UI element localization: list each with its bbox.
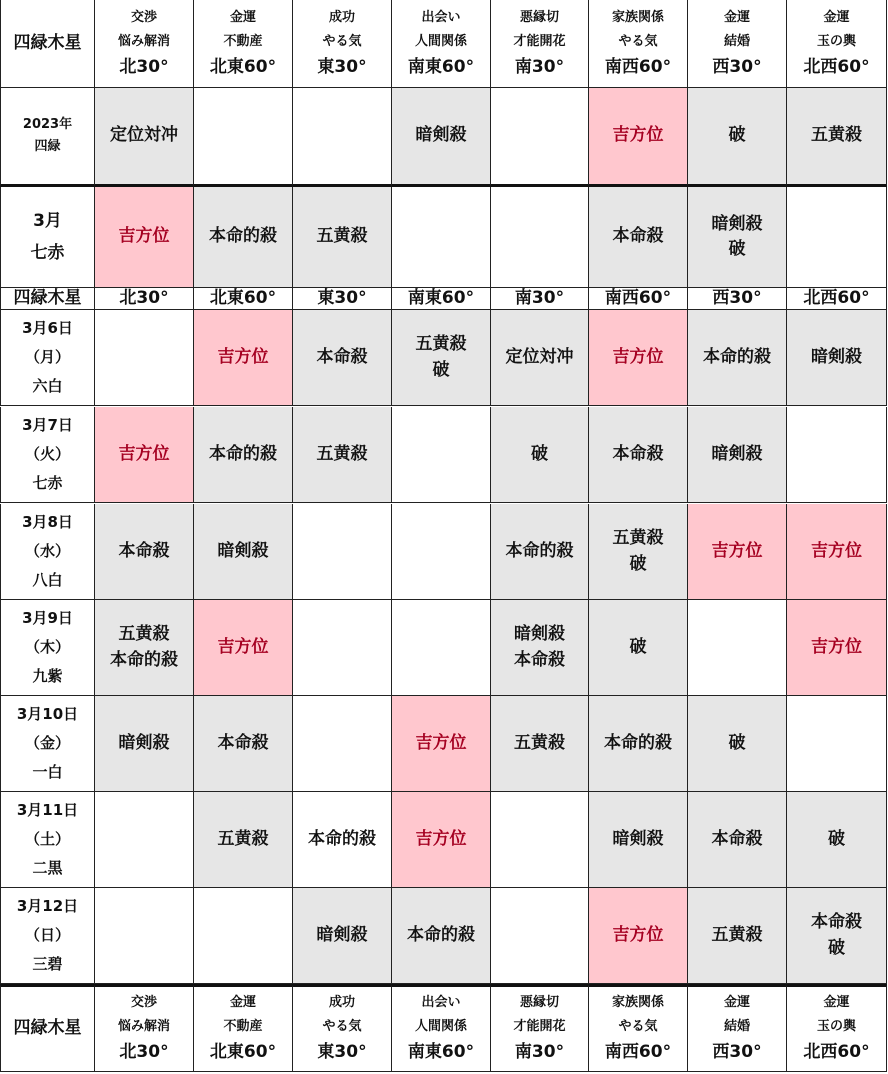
- header-bottom-col-6: [688, 984, 787, 1072]
- day-row-5-cell-7: [787, 792, 887, 888]
- direction-mark: 五黄殺: [612, 528, 664, 548]
- column-direction: 西30°: [712, 288, 762, 308]
- header-top-col-7: [787, 0, 887, 88]
- day-row-0-cell-6: [688, 310, 787, 406]
- column-direction: 南西60°: [604, 1042, 672, 1063]
- day-row-2-cell-2: [293, 504, 392, 600]
- column-direction: 南30°: [514, 288, 565, 308]
- month-row-cell-7: [787, 187, 887, 288]
- direction-mark: 本命的殺: [110, 649, 178, 670]
- direction-mark: 本命的殺: [209, 226, 277, 247]
- direction-mark: 本命的殺: [703, 346, 771, 367]
- day-row-3-cell-5: [589, 600, 688, 696]
- direction-mark: 本命殺: [811, 912, 862, 932]
- day-row-0-cell-7: [787, 310, 887, 406]
- direction-mark: 五黄殺: [316, 443, 368, 464]
- direction-mark: 破: [828, 828, 845, 849]
- day-row-3-label-line: （木）: [24, 637, 70, 656]
- day-row-1-cell-2: [293, 407, 392, 503]
- day-row-0-cell-2: [293, 310, 392, 406]
- day-row-4-label-line: 一白: [32, 763, 63, 782]
- column-purpose-line2: 悩み解消: [117, 33, 170, 49]
- column-purpose-line2: 結婚: [723, 33, 750, 49]
- day-row-3-cell-4: [491, 600, 589, 696]
- direction-mark: 暗剣殺: [217, 540, 269, 561]
- day-row-6-cell-0: [95, 888, 194, 984]
- month-row-cell-5: [589, 187, 688, 288]
- day-row-6-label-line: 3月12日: [16, 896, 79, 915]
- column-direction: 東30°: [317, 56, 367, 77]
- direction-mark: 吉方位: [811, 636, 862, 657]
- column-direction: 東30°: [317, 1042, 367, 1063]
- direction-mark: 五黄殺: [811, 125, 862, 146]
- direction-mark: 暗剣殺: [514, 624, 565, 644]
- column-direction: 北東60°: [209, 288, 277, 308]
- year-row-label: [0, 88, 95, 187]
- day-row-4-cell-6: [688, 696, 787, 792]
- column-direction: 北30°: [119, 288, 169, 308]
- day-row-6-label-line: （日）: [24, 925, 70, 944]
- column-direction: 南東60°: [407, 1042, 475, 1063]
- direction-mark: 五黄殺: [118, 624, 170, 644]
- day-row-1-cell-7: [787, 407, 887, 503]
- day-row-6-cell-2: [293, 888, 392, 984]
- header-bottom-col-7: [787, 984, 887, 1072]
- column-direction: 南東60°: [407, 56, 475, 77]
- day-row-0-cell-1: [194, 310, 293, 406]
- direction-mark: 本命殺: [118, 540, 170, 561]
- direction-mark: 定位対冲: [505, 346, 574, 367]
- column-purpose-line2: 玉の輿: [816, 33, 856, 49]
- year-row-cell-6: [688, 88, 787, 187]
- day-row-1-cell-6: [688, 407, 787, 503]
- column-direction: 北30°: [119, 56, 169, 77]
- month-row-cell-6: [688, 187, 787, 288]
- column-purpose-line2: やる気: [618, 1019, 658, 1035]
- day-row-1-cell-3: [392, 407, 491, 503]
- day-row-5-cell-0: [95, 792, 194, 888]
- day-row-2-cell-7: [787, 504, 887, 600]
- dirline-col-7: [787, 288, 887, 310]
- column-purpose-line2: やる気: [322, 1019, 362, 1035]
- column-purpose-line2: 玉の輿: [816, 1019, 856, 1035]
- day-row-1-cell-1: [194, 407, 293, 503]
- day-row-3-cell-0: [95, 600, 194, 696]
- column-direction: 北西60°: [803, 56, 870, 77]
- direction-mark: 本命殺: [612, 226, 664, 247]
- header-star-label: [0, 0, 95, 88]
- year-row-cell-2: [293, 88, 392, 187]
- column-purpose-line1: 金運: [229, 9, 256, 25]
- column-direction: 東30°: [317, 288, 367, 308]
- direction-mark: 本命的殺: [505, 540, 574, 561]
- direction-mark: 暗剣殺: [811, 346, 862, 367]
- day-row-3-cell-6: [688, 600, 787, 696]
- direction-mark: 暗剣殺: [612, 828, 664, 849]
- column-purpose-line2: 才能開花: [513, 1019, 566, 1035]
- column-direction: 西30°: [712, 56, 762, 77]
- year-row-cell-5: [589, 88, 688, 187]
- column-purpose-line1: 成功: [328, 995, 355, 1011]
- column-direction: 南東60°: [407, 288, 475, 308]
- day-row-6-label: [0, 888, 95, 984]
- day-row-3-cell-3: [392, 600, 491, 696]
- direction-mark: 吉方位: [612, 125, 664, 146]
- column-purpose-line2: 不動産: [223, 1019, 263, 1035]
- direction-mark: 破: [728, 125, 746, 146]
- column-purpose-line1: 金運: [723, 9, 750, 25]
- column-purpose-line1: 出会い: [421, 9, 461, 25]
- year-row-cell-0: [95, 88, 194, 187]
- day-row-3-cell-2: [293, 600, 392, 696]
- column-purpose-line1: 悪縁切: [519, 995, 559, 1011]
- day-row-5-cell-1: [194, 792, 293, 888]
- day-row-0-label: [0, 310, 95, 406]
- day-row-4-label-line: 3月10日: [16, 704, 79, 723]
- day-row-2-label-line: 3月8日: [22, 512, 73, 531]
- direction-mark: 本命的殺: [604, 732, 672, 753]
- star-label-text: 四緑木星: [13, 32, 82, 53]
- day-row-0-label-line: （月）: [24, 347, 70, 366]
- day-row-4-cell-1: [194, 696, 293, 792]
- column-direction: 南30°: [514, 1042, 565, 1063]
- column-purpose-line1: 悪縁切: [519, 9, 559, 25]
- dirline-col-5: [589, 288, 688, 310]
- direction-mark: 破: [432, 359, 450, 380]
- day-row-6-label-line: 三碧: [32, 955, 63, 974]
- day-row-4-cell-4: [491, 696, 589, 792]
- day-row-2-label-line: 八白: [32, 571, 63, 590]
- direction-mark: 破: [629, 636, 647, 657]
- column-purpose-line2: 悩み解消: [117, 1019, 170, 1035]
- header-bottom-col-5: [589, 984, 688, 1072]
- day-row-0-label-line: 六白: [32, 377, 63, 396]
- star-label-text: 四緑木星: [13, 288, 82, 308]
- column-purpose-line1: 金運: [823, 995, 850, 1011]
- day-row-3-label: [0, 600, 95, 696]
- month-row-cell-3: [392, 187, 491, 288]
- day-row-5-label-line: 二黒: [32, 859, 63, 878]
- column-purpose-line1: 金運: [823, 9, 850, 25]
- dirline-col-2: [293, 288, 392, 310]
- day-row-0-label-line: 3月6日: [22, 318, 73, 337]
- day-row-5-label: [0, 792, 95, 888]
- day-row-3-cell-1: [194, 600, 293, 696]
- day-row-2-cell-5: [589, 504, 688, 600]
- column-purpose-line2: やる気: [618, 33, 658, 49]
- direction-mark: 破: [531, 443, 548, 464]
- column-purpose-line2: 才能開花: [513, 33, 566, 49]
- day-row-3-label-line: 3月9日: [22, 608, 73, 627]
- month-row-cell-1: [194, 187, 293, 288]
- day-row-2-label-line: （水）: [24, 541, 70, 560]
- day-row-4-cell-3: [392, 696, 491, 792]
- month-row-label-line: 七赤: [30, 243, 65, 263]
- dirline-col-6: [688, 288, 787, 310]
- direction-mark: 吉方位: [415, 732, 467, 753]
- day-row-5-label-line: 3月11日: [16, 800, 79, 819]
- day-row-6-cell-5: [589, 888, 688, 984]
- month-row-cell-2: [293, 187, 392, 288]
- day-row-5-label-line: （土）: [24, 829, 70, 848]
- direction-mark: 暗剣殺: [711, 213, 763, 234]
- column-direction: 南西60°: [604, 56, 672, 77]
- day-row-0-cell-3: [392, 310, 491, 406]
- day-row-4-label-line: （金）: [24, 733, 70, 752]
- year-row-cell-3: [392, 88, 491, 187]
- column-direction: 北東60°: [209, 56, 277, 77]
- direction-mark: 五黄殺: [217, 828, 269, 849]
- column-purpose-line2: 結婚: [723, 1019, 750, 1035]
- year-row-label-line: 2023年: [22, 116, 73, 132]
- column-purpose-line2: やる気: [322, 33, 362, 49]
- day-row-4-cell-7: [787, 696, 887, 792]
- column-direction: 北30°: [119, 1042, 169, 1063]
- column-direction: 北西60°: [803, 1042, 870, 1063]
- direction-mark: 本命殺: [612, 443, 664, 464]
- month-row-label: [0, 187, 95, 288]
- direction-mark: 破: [828, 937, 845, 958]
- header-bottom-col-2: [293, 984, 392, 1072]
- month-row-cell-4: [491, 187, 589, 288]
- header-bottom-col-1: [194, 984, 293, 1072]
- day-row-2-cell-4: [491, 504, 589, 600]
- column-purpose-line1: 成功: [328, 9, 355, 25]
- day-row-6-cell-7: [787, 888, 887, 984]
- star-label-text: 四緑木星: [13, 1018, 82, 1039]
- header-top-col-4: [491, 0, 589, 88]
- day-row-2-cell-1: [194, 504, 293, 600]
- direction-mark: 吉方位: [711, 540, 763, 561]
- day-row-3-label-line: 九紫: [32, 667, 63, 686]
- day-row-5-cell-3: [392, 792, 491, 888]
- day-row-5-cell-6: [688, 792, 787, 888]
- direction-mark: 吉方位: [811, 540, 862, 561]
- header-top-col-2: [293, 0, 392, 88]
- column-purpose-line2: 不動産: [223, 33, 263, 49]
- column-purpose-line1: 出会い: [421, 995, 461, 1011]
- direction-mark: 暗剣殺: [415, 125, 467, 146]
- column-purpose-line1: 家族関係: [611, 995, 664, 1011]
- column-direction: 南西60°: [604, 288, 672, 308]
- day-row-1-label-line: 七赤: [32, 474, 63, 493]
- direction-mark: 本命的殺: [209, 443, 277, 464]
- day-row-5-cell-2: [293, 792, 392, 888]
- direction-mark: 五黄殺: [514, 732, 565, 753]
- day-row-5-cell-5: [589, 792, 688, 888]
- day-row-4-label: [0, 696, 95, 792]
- direction-mark: 本命殺: [217, 732, 269, 753]
- direction-mark: 吉方位: [217, 636, 269, 657]
- year-row-cell-4: [491, 88, 589, 187]
- direction-mark: 五黄殺: [711, 924, 763, 945]
- direction-mark: 暗剣殺: [316, 924, 368, 945]
- year-row-cell-7: [787, 88, 887, 187]
- direction-mark: 定位対冲: [110, 125, 178, 146]
- day-row-0-cell-0: [95, 310, 194, 406]
- day-row-1-label-line: 3月7日: [22, 415, 73, 434]
- column-purpose-line2: 人間関係: [414, 33, 467, 49]
- day-row-1-label: [0, 407, 95, 503]
- dirline-col-4: [491, 288, 589, 310]
- direction-mark: 破: [629, 553, 647, 574]
- direction-mark: 吉方位: [118, 443, 170, 464]
- direction-mark: 暗剣殺: [118, 732, 170, 753]
- dirline-star-label: [0, 288, 95, 310]
- direction-mark: 本命殺: [711, 828, 763, 849]
- header-bottom-col-3: [392, 984, 491, 1072]
- column-purpose-line1: 交渉: [130, 9, 157, 25]
- day-row-6-cell-6: [688, 888, 787, 984]
- day-row-6-cell-4: [491, 888, 589, 984]
- day-row-1-cell-0: [95, 407, 194, 503]
- day-row-4-cell-5: [589, 696, 688, 792]
- column-purpose-line2: 人間関係: [414, 1019, 467, 1035]
- direction-mark: 破: [728, 732, 746, 753]
- day-row-2-cell-0: [95, 504, 194, 600]
- day-row-2-label: [0, 504, 95, 600]
- month-row-label-line: 3月: [33, 210, 62, 231]
- direction-mark: 吉方位: [217, 346, 269, 367]
- column-direction: 北西60°: [803, 288, 870, 308]
- day-row-1-label-line: （火）: [24, 444, 70, 463]
- direction-mark: 吉方位: [118, 226, 170, 247]
- direction-mark: 本命的殺: [308, 828, 376, 849]
- direction-mark: 吉方位: [612, 924, 664, 945]
- month-row-cell-0: [95, 187, 194, 288]
- direction-mark: 本命殺: [316, 346, 368, 367]
- day-row-2-cell-6: [688, 504, 787, 600]
- day-row-0-cell-4: [491, 310, 589, 406]
- header-top-col-3: [392, 0, 491, 88]
- column-direction: 北東60°: [209, 1042, 277, 1063]
- year-row-cell-1: [194, 88, 293, 187]
- day-row-4-cell-2: [293, 696, 392, 792]
- direction-mark: 暗剣殺: [711, 443, 763, 464]
- header-top-col-6: [688, 0, 787, 88]
- direction-mark: 破: [728, 239, 746, 259]
- dirline-col-1: [194, 288, 293, 310]
- day-row-2-cell-3: [392, 504, 491, 600]
- day-row-0-cell-5: [589, 310, 688, 406]
- direction-mark: 本命的殺: [407, 924, 475, 945]
- day-row-1-cell-4: [491, 407, 589, 503]
- header-bottom-col-4: [491, 984, 589, 1072]
- header-star-label: [0, 984, 95, 1072]
- column-direction: 西30°: [712, 1042, 762, 1063]
- header-top-col-0: [95, 0, 194, 88]
- dirline-col-3: [392, 288, 491, 310]
- day-row-3-cell-7: [787, 600, 887, 696]
- header-bottom-col-0: [95, 984, 194, 1072]
- column-purpose-line1: 交渉: [130, 995, 157, 1011]
- direction-mark: 本命殺: [514, 649, 565, 670]
- day-row-5-cell-4: [491, 792, 589, 888]
- direction-mark: 吉方位: [415, 828, 467, 849]
- column-purpose-line1: 金運: [723, 995, 750, 1011]
- column-direction: 南30°: [514, 56, 565, 77]
- dirline-col-0: [95, 288, 194, 310]
- day-row-6-cell-1: [194, 888, 293, 984]
- header-top-col-5: [589, 0, 688, 88]
- day-row-6-cell-3: [392, 888, 491, 984]
- direction-mark: 五黄殺: [316, 226, 368, 247]
- day-row-1-cell-5: [589, 407, 688, 503]
- direction-mark: 五黄殺: [415, 334, 467, 354]
- year-row-label-line: 四緑: [34, 139, 61, 154]
- header-top-col-1: [194, 0, 293, 88]
- direction-mark: 吉方位: [612, 346, 664, 367]
- column-purpose-line1: 家族関係: [611, 9, 664, 25]
- day-row-4-cell-0: [95, 696, 194, 792]
- column-purpose-line1: 金運: [229, 995, 256, 1011]
